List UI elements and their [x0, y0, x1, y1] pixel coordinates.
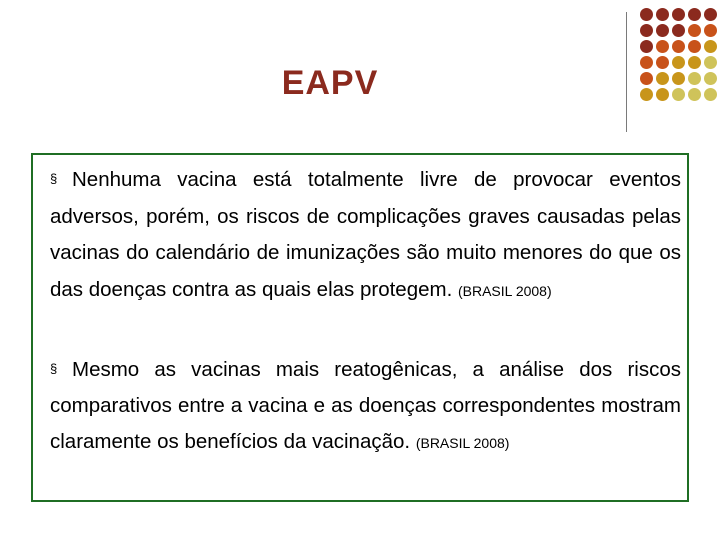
decorative-dot [704, 24, 717, 37]
decorative-dot [672, 40, 685, 53]
decorative-dot [640, 40, 653, 53]
decorative-dot [688, 88, 701, 101]
decorative-dot [640, 88, 653, 101]
decorative-dot [688, 8, 701, 21]
decorative-dot [672, 56, 685, 69]
decorative-dot [656, 88, 669, 101]
decorative-dot [656, 40, 669, 53]
decorative-dot [672, 24, 685, 37]
decorative-dot [656, 72, 669, 85]
decorative-dot [672, 88, 685, 101]
bullet-text: Mesmo as vacinas mais reatogênicas, a análise dos riscos comparativos entre a vacina e as doenças correspondentes mostram claramente os benefícios da vacinação. [50, 358, 681, 453]
decorative-dot-grid [640, 8, 720, 112]
decorative-dot [688, 72, 701, 85]
bullet-text: Nenhuma vacina está totalmente livre de provocar eventos adversos, porém, os riscos de complicações graves causadas pelas vacinas do calendário de imunizações são muito menores do que os das doenças contra as quais elas protegem. [50, 168, 681, 301]
decorative-dot [640, 8, 653, 21]
decorative-dot [704, 8, 717, 21]
decorative-dot [704, 56, 717, 69]
bullet-item [50, 161, 681, 309]
decorative-dot [704, 40, 717, 53]
decorative-dot [656, 56, 669, 69]
slide-title: EAPV [281, 64, 379, 102]
bullet-marker-icon: § [50, 361, 58, 376]
decorative-dot [640, 24, 653, 37]
divider-line [626, 12, 627, 132]
decorative-dot [672, 8, 685, 21]
decorative-dot [672, 72, 685, 85]
bullet-citation: (BRASIL 2008) [415, 435, 510, 451]
decorative-dot [656, 24, 669, 37]
decorative-dot [656, 8, 669, 21]
decorative-dot [688, 24, 701, 37]
decorative-dot [640, 72, 653, 85]
bullet-item [50, 351, 681, 461]
bullet-citation: (BRASIL 2008) [457, 282, 552, 299]
decorative-dot [704, 72, 717, 85]
decorative-dot [704, 88, 717, 101]
decorative-dot [688, 56, 701, 69]
decorative-dot [640, 56, 653, 69]
decorative-dot [688, 40, 701, 53]
bullet-marker-icon: § [50, 171, 58, 186]
